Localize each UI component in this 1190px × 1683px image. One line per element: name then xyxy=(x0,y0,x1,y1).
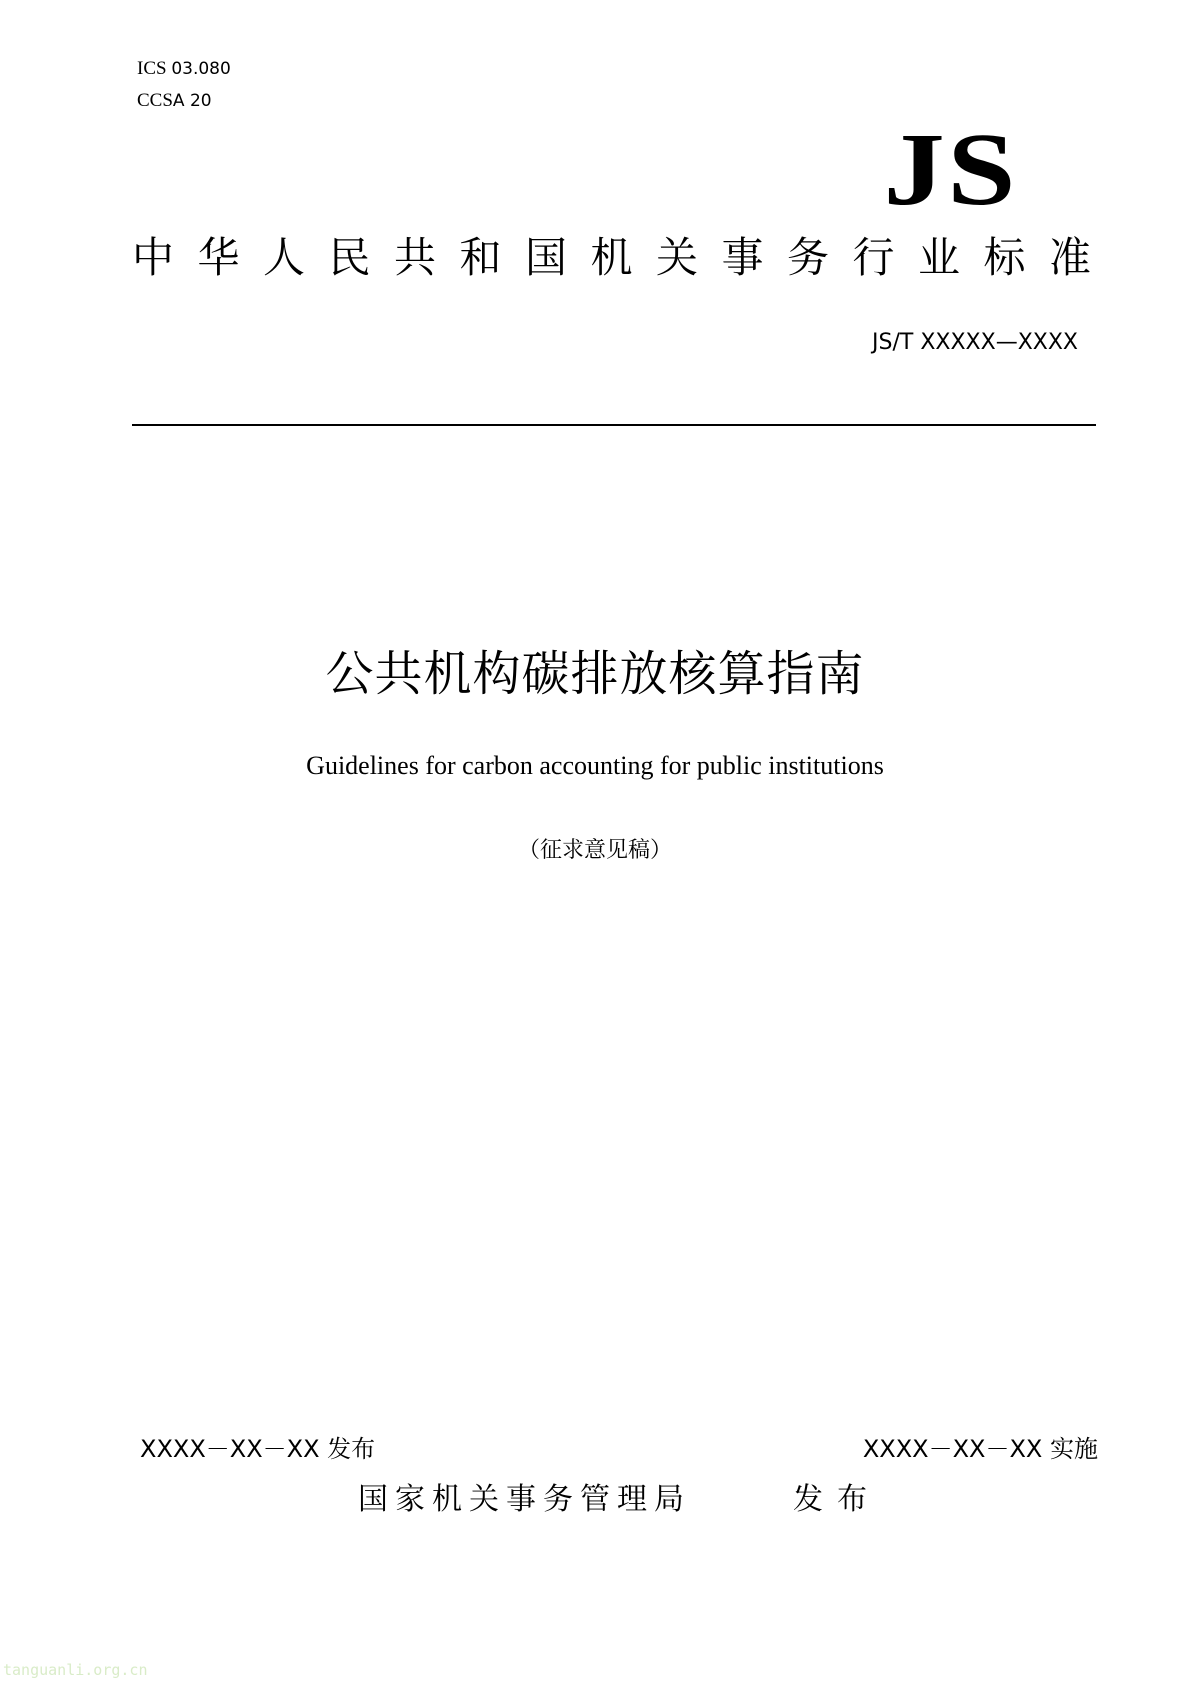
ccs-label: CCS xyxy=(137,90,173,111)
ics-classification xyxy=(137,58,231,80)
publisher-name: 国家机关事务管理局 xyxy=(358,1482,691,1517)
header-divider xyxy=(132,424,1096,426)
ccs-code: A 20 xyxy=(172,91,212,111)
implementation-date: XXXX－XX－XX 实施 xyxy=(862,1435,1098,1463)
publish-label: 发布 xyxy=(793,1482,881,1517)
standard-category-title: 中华人民共和国机关事务行业标准 xyxy=(132,233,1115,282)
standard-code: JS/T XXXXX—XXXX xyxy=(872,330,1078,355)
site-watermark: tanguanli.org.cn xyxy=(3,1661,148,1679)
issue-date: XXXX－XX－XX 发布 xyxy=(140,1435,376,1463)
js-logo: JS xyxy=(883,112,1018,227)
ccs-classification xyxy=(137,90,212,112)
draft-status: （征求意见稿） xyxy=(517,838,672,863)
ics-code: 03.080 xyxy=(171,59,231,79)
document-title: 公共机构碳排放核算指南 xyxy=(325,646,865,702)
ics-label: ICS xyxy=(137,58,167,79)
document-subtitle-en: Guidelines for carbon accounting for public institutions xyxy=(306,751,884,780)
